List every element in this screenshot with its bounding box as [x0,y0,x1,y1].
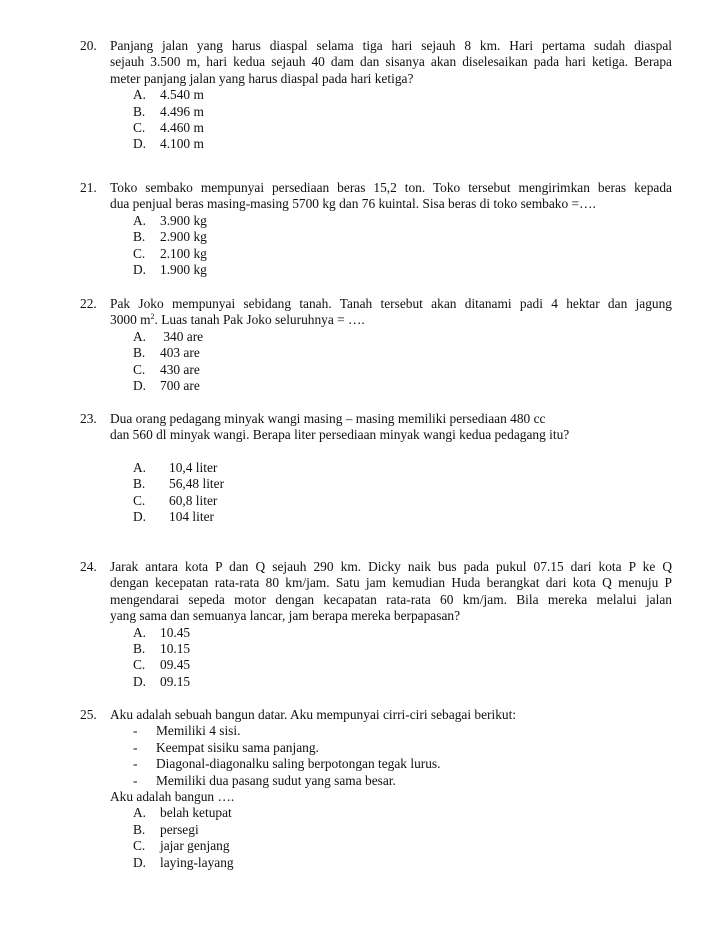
question-line: meter panjang jalan yang harus diaspal pada hari ketiga? [110,70,414,86]
question-number: 23. [80,411,97,426]
options-list [133,625,672,691]
question-text [110,180,672,213]
option-a: A. 340 are [133,328,204,344]
question-line: dua penjual beras masing-masing 5700 kg dan 76 kuintal. Sisa beras di toko sembako =…. [110,196,596,212]
features-list [133,723,672,789]
question-intro: Aku adalah sebuah bangun datar. Aku mempunyai cirri-ciri sebagai berikut: [110,707,517,722]
question-line: dan 560 dl minyak wangi. Berapa liter persediaan minyak wangi kedua pedagang itu? [110,427,570,443]
question-number: 21. [80,180,97,195]
option-a: A. 4.540 m [133,87,204,103]
question-line: sejauh 3.500 m, hari kedua sejauh 40 dam dan sisanya akan diselesaikan pada hari ketiga. Berapa [110,54,672,70]
option-b: B. persegi [133,821,199,837]
feature-item: - Diagonal-diagonalku saling berpotongan tegak lurus. [133,756,441,772]
question-line: Pak Joko mempunyai sebidang tanah. Tanah tersebut akan ditanami padi 4 hektar dan jagung [110,296,672,311]
option-d: D. 4.100 m [133,136,204,152]
option-d: D. 104 liter [133,508,214,524]
question-line: yang sama dan semuanya lancar, jam berapa mereka berpapasan? [110,608,461,624]
question-line: Aku adalah bangun …. [110,788,235,804]
question-text [110,411,672,444]
option-b: B. 2.900 kg [133,229,207,245]
options-list [133,460,672,526]
option-a: A. 3.900 kg [133,212,207,228]
question-number: 24. [80,559,97,574]
question-22 [80,296,672,394]
option-b: B. 403 are [133,345,200,361]
question-text [110,789,672,805]
options-list [133,213,672,279]
question-number: 20. [80,38,97,53]
superscript: 2 [150,312,155,322]
option-c: C. 09.45 [133,657,191,673]
question-line: dengan kecepatan rata-rata 80 km/jam. Satu jam kemudian Huda berangkat dari kota Q menuju P [110,575,672,591]
options-list [133,805,672,871]
option-a: A. belah ketupat [133,805,232,821]
feature-item: - Keempat sisiku sama panjang. [133,739,319,755]
option-a: A. 10,4 liter [133,459,218,475]
question-text [110,296,672,329]
option-b: B. 56,48 liter [133,476,225,492]
option-c: C. 4.460 m [133,120,204,135]
option-b: B. 4.496 m [133,103,204,119]
question-23 [80,411,672,525]
option-b: B. 10.15 [133,641,191,657]
question-20 [80,38,672,153]
question-line: Jarak antara kota P dan Q sejauh 290 km. Dicky naik bus pada pukul 07.15 dari kota P ke Q [110,559,672,574]
question-line: Toko sembako mempunyai persediaan beras 15,2 ton. Toko tersebut mengirimkan beras kepada [110,180,672,195]
question-24 [80,559,672,690]
question-text [110,559,672,625]
question-21 [80,180,672,278]
feature-item: - Memiliki dua pasang sudut yang sama besar. [133,772,396,788]
option-a: A. 10.45 [133,624,191,640]
option-c: C. 430 are [133,361,200,377]
option-c: C. jajar genjang [133,838,230,854]
options-list [133,329,672,395]
feature-item: - Memiliki 4 sisi. [133,723,241,739]
question-number: 25. [80,707,97,722]
options-list [133,87,672,153]
question-line: mengendarai sepeda motor dengan kecapatan rata-rata 60 km/jam. Bila mereka melalui jalan [110,591,672,607]
question-text [110,38,672,87]
question-line: Dua orang pedagang minyak wangi masing – masing memiliki persediaan 480 cc [110,411,546,426]
question-line: Panjang jalan yang harus diaspal selama tiga hari sejauh 8 km. Hari pertama sudah diaspal [110,38,672,53]
question-text [110,707,672,723]
option-d: D. 09.15 [133,673,191,689]
option-d: D. 1.900 kg [133,261,207,277]
question-line: 3000 $m^2$. Luas tanah Pak Joko seluruhnya = …. [110,312,365,328]
option-d: D. 700 are [133,377,200,393]
question-25 [80,707,672,871]
option-c: C. 2.100 kg [133,245,207,261]
question-number: 22. [80,296,97,311]
option-d: D. laying-layang [133,854,234,870]
option-c: C. 60,8 liter [133,492,218,508]
